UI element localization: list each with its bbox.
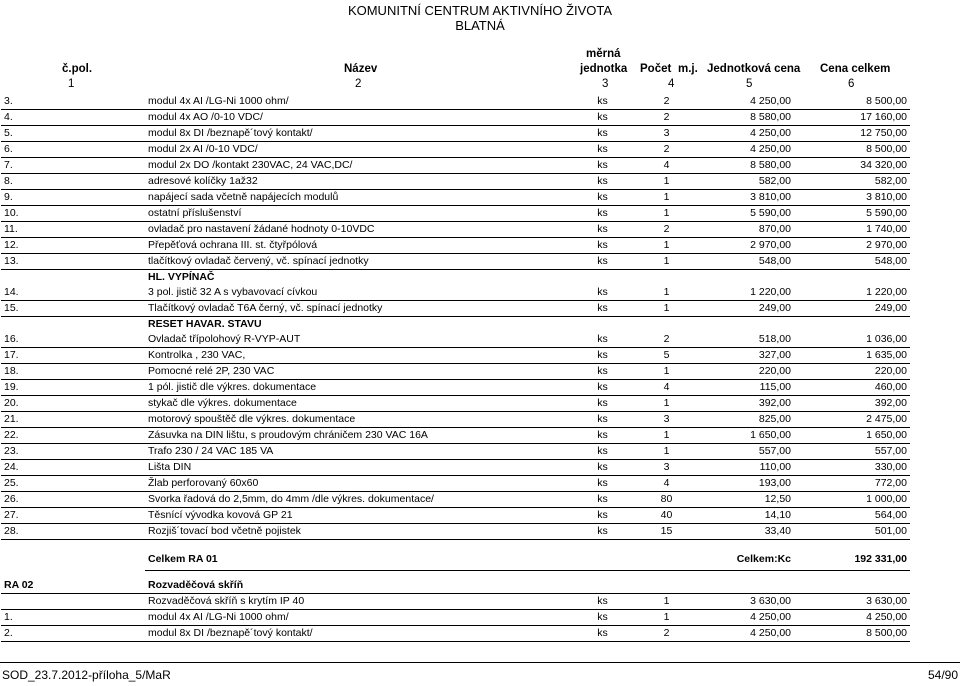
item-name: Svorka řadová do 2,5mm, do 4mm /dle výkres. dokumentace/ (145, 492, 562, 508)
summary-total: 192 331,00 (794, 550, 910, 570)
table-row (1, 348, 910, 364)
item-total: 1 650,00 (794, 428, 910, 444)
item-unit: ks (562, 301, 643, 317)
item-unit-price: 2 970,00 (690, 238, 794, 254)
item-unit-price: 548,00 (690, 254, 794, 270)
item-number: 9. (1, 190, 145, 206)
col-number: 1 (68, 78, 75, 90)
item-quantity: 4 (643, 158, 690, 174)
item-number: 17. (1, 348, 145, 364)
table-row (1, 254, 910, 270)
table-row (1, 238, 910, 254)
item-total: 1 635,00 (794, 348, 910, 364)
item-unit: ks (562, 444, 643, 460)
item-quantity: 5 (643, 348, 690, 364)
table-row (1, 492, 910, 508)
item-number: 26. (1, 492, 145, 508)
item-total: 557,00 (794, 444, 910, 460)
col-number: 4 (668, 78, 675, 90)
item-number: 10. (1, 206, 145, 222)
item-quantity: 1 (643, 428, 690, 444)
item-unit-price: 14,10 (690, 508, 794, 524)
item-total: 501,00 (794, 524, 910, 540)
item-number: 15. (1, 301, 145, 317)
section-heading-row (1, 270, 910, 286)
item-quantity: 2 (643, 94, 690, 110)
item-unit: ks (562, 174, 643, 190)
item-unit: ks (562, 380, 643, 396)
item-unit: ks (562, 285, 643, 301)
table-row (1, 428, 910, 444)
item-name: motorový spouštěč dle výkres. dokumentace (145, 412, 562, 428)
item-unit-price: 1 650,00 (690, 428, 794, 444)
item-unit-price: 3 810,00 (690, 190, 794, 206)
item-quantity: 1 (643, 238, 690, 254)
col-number: 3 (602, 78, 609, 90)
summary-row (1, 550, 910, 570)
item-name: Těsnící vývodka kovová GP 21 (145, 508, 562, 524)
item-total: 8 500,00 (794, 94, 910, 110)
item-number: 6. (1, 142, 145, 158)
summary-label: Celkem RA 01 (145, 550, 562, 570)
item-total: 249,00 (794, 301, 910, 317)
item-quantity: 4 (643, 476, 690, 492)
item-unit: ks (562, 206, 643, 222)
item-quantity: 2 (643, 142, 690, 158)
item-quantity: 1 (643, 190, 690, 206)
section2-title: Rozvaděčová skříň (145, 578, 562, 594)
item-quantity: 1 (643, 593, 690, 609)
item-unit: ks (562, 460, 643, 476)
item-quantity: 2 (643, 222, 690, 238)
item-unit-price: 392,00 (690, 396, 794, 412)
item-name: 3 pol. jistič 32 A s vybavovací cívkou (145, 285, 562, 301)
item-name: modul 4x AI /LG-Ni 1000 ohm/ (145, 609, 562, 625)
item-unit: ks (562, 332, 643, 348)
item-number: 18. (1, 364, 145, 380)
item-unit-price: 582,00 (690, 174, 794, 190)
item-total: 392,00 (794, 396, 910, 412)
item-unit-price: 12,50 (690, 492, 794, 508)
table-row (1, 396, 910, 412)
item-quantity: 1 (643, 254, 690, 270)
item-unit: ks (562, 396, 643, 412)
item-unit: ks (562, 254, 643, 270)
item-unit-price: 249,00 (690, 301, 794, 317)
item-quantity: 1 (643, 285, 690, 301)
item-unit: ks (562, 428, 643, 444)
item-name: ovladač pro nastavení žádané hodnoty 0-10VDC (145, 222, 562, 238)
item-quantity: 2 (643, 625, 690, 641)
table-row (1, 524, 910, 540)
table-row (1, 94, 910, 110)
item-number: 24. (1, 460, 145, 476)
item-unit: ks (562, 142, 643, 158)
item-number: 20. (1, 396, 145, 412)
item-name: Žlab perforovaný 60x60 (145, 476, 562, 492)
item-total: 1 740,00 (794, 222, 910, 238)
item-name: adresové kolíčky 1až32 (145, 174, 562, 190)
section2-code: RA 02 (1, 578, 145, 594)
item-total: 34 320,00 (794, 158, 910, 174)
item-total: 582,00 (794, 174, 910, 190)
item-unit: ks (562, 412, 643, 428)
item-name: Kontrolka , 230 VAC, (145, 348, 562, 364)
item-name: modul 2x DO /kontakt 230VAC, 24 VAC,DC/ (145, 158, 562, 174)
item-unit: ks (562, 364, 643, 380)
item-quantity: 1 (643, 206, 690, 222)
item-total: 3 630,00 (794, 593, 910, 609)
item-name: napájecí sada včetně napájecích modulů (145, 190, 562, 206)
col-header-pol: č.pol. (62, 63, 93, 75)
item-name: stykač dle výkres. dokumentace (145, 396, 562, 412)
col-header-mj-line2: jednotka (580, 63, 628, 75)
table-row (1, 444, 910, 460)
item-quantity: 1 (643, 609, 690, 625)
item-total: 2 970,00 (794, 238, 910, 254)
item-quantity: 3 (643, 412, 690, 428)
table-row (1, 625, 910, 641)
items-table (1, 94, 910, 540)
item-name: Ovladač třípolohový R-VYP-AUT (145, 332, 562, 348)
section-heading: RESET HAVAR. STAVU (148, 318, 262, 330)
item-total: 8 500,00 (794, 142, 910, 158)
table-row (1, 142, 910, 158)
item-unit-price: 3 630,00 (690, 593, 794, 609)
item-unit-price: 1 220,00 (690, 285, 794, 301)
summary-currency-label: Celkem:Kc (690, 550, 794, 570)
item-unit: ks (562, 609, 643, 625)
table-row (1, 476, 910, 492)
item-unit-price: 557,00 (690, 444, 794, 460)
item-unit: ks (562, 593, 643, 609)
table-row (1, 609, 910, 625)
section2-heading-row (1, 578, 910, 594)
item-quantity: 1 (643, 174, 690, 190)
item-total: 548,00 (794, 254, 910, 270)
item-unit: ks (562, 222, 643, 238)
item-total: 772,00 (794, 476, 910, 492)
item-number: 8. (1, 174, 145, 190)
table-row (1, 126, 910, 142)
item-name: Zásuvka na DIN lištu, s proudovým chráničem 230 VAC 16A (145, 428, 562, 444)
item-unit-price: 327,00 (690, 348, 794, 364)
item-unit-price: 870,00 (690, 222, 794, 238)
item-number: 23. (1, 444, 145, 460)
item-number: 13. (1, 254, 145, 270)
item-total: 460,00 (794, 380, 910, 396)
item-unit: ks (562, 492, 643, 508)
item-name: Přepěťová ochrana III. st. čtyřpólová (145, 238, 562, 254)
item-unit-price: 220,00 (690, 364, 794, 380)
item-name: modul 2x AI /0-10 VDC/ (145, 142, 562, 158)
item-quantity: 1 (643, 301, 690, 317)
item-number: 28. (1, 524, 145, 540)
item-quantity: 3 (643, 126, 690, 142)
item-quantity: 1 (643, 396, 690, 412)
section-heading-row (1, 317, 910, 333)
item-unit-price: 8 580,00 (690, 110, 794, 126)
table-row (1, 301, 910, 317)
item-unit-price: 5 590,00 (690, 206, 794, 222)
item-number: 7. (1, 158, 145, 174)
table-row (1, 222, 910, 238)
item-name: Tlačítkový ovladač T6A černý, vč. spínací jednotky (145, 301, 562, 317)
col-number: 2 (355, 78, 362, 90)
col-header-jc: Jednotková cena (707, 63, 801, 75)
item-total: 564,00 (794, 508, 910, 524)
item-total: 220,00 (794, 364, 910, 380)
item-unit-price: 518,00 (690, 332, 794, 348)
col-header-nazev: Název (344, 63, 378, 75)
item-name: modul 8x DI /beznapě´tový kontakt/ (145, 625, 562, 641)
table-row (1, 593, 910, 609)
item-unit: ks (562, 625, 643, 641)
item-unit: ks (562, 110, 643, 126)
item-number: 27. (1, 508, 145, 524)
item-total: 2 475,00 (794, 412, 910, 428)
item-unit-price: 4 250,00 (690, 609, 794, 625)
table-row (1, 110, 910, 126)
item-total: 3 810,00 (794, 190, 910, 206)
table-row (1, 412, 910, 428)
item-quantity: 80 (643, 492, 690, 508)
item-unit-price: 4 250,00 (690, 94, 794, 110)
item-number: 11. (1, 222, 145, 238)
col-number: 5 (746, 78, 753, 90)
item-quantity: 40 (643, 508, 690, 524)
section-heading: HL. VYPÍNAČ (148, 271, 215, 283)
item-number: 25. (1, 476, 145, 492)
col-header-pocet: Počet (640, 63, 672, 75)
col-header-mj: m.j. (678, 63, 698, 75)
footer-page-number: 54/90 (927, 668, 958, 682)
item-unit-price: 33,40 (690, 524, 794, 540)
item-unit: ks (562, 190, 643, 206)
col-number: 6 (848, 78, 855, 90)
item-unit: ks (562, 158, 643, 174)
item-number: 1. (1, 609, 145, 625)
table-row (1, 364, 910, 380)
document-title: KOMUNITNÍ CENTRUM AKTIVNÍHO ŽIVOTA (347, 3, 613, 18)
item-quantity: 1 (643, 364, 690, 380)
table-row (1, 332, 910, 348)
item-number: 5. (1, 126, 145, 142)
item-quantity: 15 (643, 524, 690, 540)
table-row (1, 190, 910, 206)
item-unit-price: 8 580,00 (690, 158, 794, 174)
summary-table (1, 550, 910, 642)
item-quantity: 2 (643, 110, 690, 126)
item-unit-price: 4 250,00 (690, 625, 794, 641)
item-unit-price: 4 250,00 (690, 142, 794, 158)
col-header-cc: Cena celkem (820, 63, 891, 75)
item-quantity: 3 (643, 460, 690, 476)
item-total: 12 750,00 (794, 126, 910, 142)
item-name: Rozvaděčová skříň s krytím IP 40 (145, 593, 562, 609)
col-header-mj-line1: měrná (586, 48, 621, 60)
table-row (1, 460, 910, 476)
table-row (1, 206, 910, 222)
table-row (1, 158, 910, 174)
item-total: 1 220,00 (794, 285, 910, 301)
item-unit: ks (562, 94, 643, 110)
item-unit-price: 4 250,00 (690, 126, 794, 142)
item-name: modul 8x DI /beznapě´tový kontakt/ (145, 126, 562, 142)
item-total: 17 160,00 (794, 110, 910, 126)
item-unit: ks (562, 508, 643, 524)
item-unit: ks (562, 126, 643, 142)
item-number (1, 593, 145, 609)
item-number: 2. (1, 625, 145, 641)
item-total: 1 036,00 (794, 332, 910, 348)
item-unit: ks (562, 476, 643, 492)
table-row (1, 380, 910, 396)
item-unit: ks (562, 238, 643, 254)
table-row (1, 508, 910, 524)
item-total: 8 500,00 (794, 625, 910, 641)
item-name: Pomocné relé 2P, 230 VAC (145, 364, 562, 380)
item-number: 3. (1, 94, 145, 110)
item-number: 22. (1, 428, 145, 444)
item-unit-price: 110,00 (690, 460, 794, 476)
item-quantity: 4 (643, 380, 690, 396)
item-name: modul 4x AI /LG-Ni 1000 ohm/ (145, 94, 562, 110)
item-number: 21. (1, 412, 145, 428)
item-number: 4. (1, 110, 145, 126)
item-number: 19. (1, 380, 145, 396)
table-row (1, 174, 910, 190)
table-row (1, 285, 910, 301)
item-unit: ks (562, 348, 643, 364)
item-number: 16. (1, 332, 145, 348)
item-total: 330,00 (794, 460, 910, 476)
document-subtitle: BLATNÁ (455, 18, 505, 33)
item-name: Lišta DIN (145, 460, 562, 476)
item-name: Rozjiš´tovací bod včetně pojistek (145, 524, 562, 540)
item-quantity: 2 (643, 332, 690, 348)
footer-doc-id: SOD_23.7.2012-příloha_5/MaR (2, 668, 171, 682)
item-unit: ks (562, 524, 643, 540)
item-name: 1 pól. jistič dle výkres. dokumentace (145, 380, 562, 396)
item-number: 14. (1, 285, 145, 301)
item-unit-price: 193,00 (690, 476, 794, 492)
item-name: modul 4x AO /0-10 VDC/ (145, 110, 562, 126)
item-name: ostatní příslušenství (145, 206, 562, 222)
item-name: Trafo 230 / 24 VAC 185 VA (145, 444, 562, 460)
item-total: 4 250,00 (794, 609, 910, 625)
item-unit-price: 115,00 (690, 380, 794, 396)
item-name: tlačítkový ovladač červený, vč. spínací jednotky (145, 254, 562, 270)
footer-divider (0, 662, 960, 663)
item-total: 1 000,00 (794, 492, 910, 508)
item-number: 12. (1, 238, 145, 254)
item-unit-price: 825,00 (690, 412, 794, 428)
item-total: 5 590,00 (794, 206, 910, 222)
item-quantity: 1 (643, 444, 690, 460)
